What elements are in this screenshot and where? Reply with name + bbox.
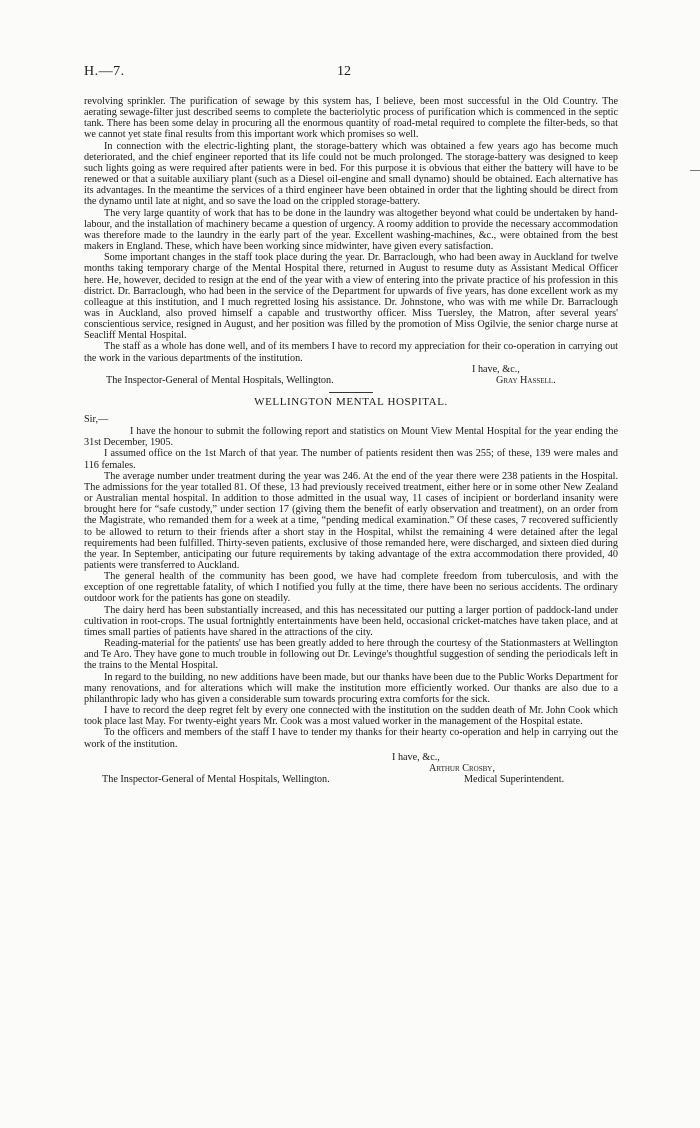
paragraph: I have the honour to submit the following report and statistics on Mount View Mental Hospital for the year ending the 31st December, 1905. [84, 426, 618, 449]
paragraph: Reading-material for the patients' use has been greatly added to here through the courtesy of the Stationmasters at Wellington and Te Aro. They have gone to much trouble in following out Dr. Levinge's thoughtful suggestion of sending the periodicals left in the trains to the Mental Hospital. [84, 638, 618, 672]
margin-mark [690, 170, 700, 177]
signature: Gray Hassell. [496, 374, 556, 386]
closing: I have, &c., [392, 751, 440, 763]
page-number: 12 [337, 64, 351, 79]
paragraph: Some important changes in the staff took place during the year. Dr. Barraclough, who had been away in Auckland for twelve months taking temporary charge of the Mental Hospital there, returned in August to resume duty as Assistant Medical Officer here. He, however, decided to resign at the end of the year with a view of entering into the private practice of his profession in this district. Dr. Barraclough, who had been in the service of the Department for upwards of five years, has done excellent work as my colleague at this institution, and I much regretted losing his assistance. Dr. Johnstone, who was with me while Dr. Barraclough was in Auckland, also proved himself a capable and trustworthy officer. Miss Tuersley, the Matron, after several years' conscientious service, resigned in August, and her position was filled by the promotion of Miss Ogilvie, the senior charge nurse at Seacliff Mental Hospital. [84, 252, 618, 342]
paragraph: In connection with the electric-lighting plant, the storage-battery which was obtained a few years ago has become much deteriorated, and the chief engineer reported that its life could not be much prolonged. The storage-battery was designed to keep such lights going as were required after patients were in bed. For this purpose it is obvious that either the battery will have to be renewed or that a suitable auxiliary plant (such as a Diesel oil-engine and small dynamo) should be obtained. Each alternative has its advantages. In the meantime the services of a third engineer have been obtained in order that the lighting should be direct from the dynamo until late at night, and so save the load on the crippled storage-battery. [84, 140, 618, 208]
signature-title-line [84, 774, 618, 785]
paragraph: I assumed office on the 1st March of that year. The number of patients resident then was 255; of these, 139 were males and 116 females. [84, 448, 618, 471]
addressee: The Inspector-General of Mental Hospitals, Wellington. [102, 774, 330, 786]
signature: Arthur Crosby, [429, 762, 495, 774]
section-wellington-report [84, 426, 618, 750]
section-seacliff-report [84, 96, 618, 364]
paragraph: The average number under treatment during the year was 246. At the end of the year there were 238 patients in the Hospital. The admissions for the year totalled 81. Of these, 13 had previously received treatment, either here or in some other New Zealand or Australian mental hospital. In addition to those admitted in the usual way, 11 cases of incipient or borderland insanity were brought here for “safe custody,” under section 17 (giving them the benefit of early observation and treatment), on an order from the Magistrate, who remanded them for a week at a time, “pending medical examination.” Of these cases, 7 recovered sufficiently to be allowed to return to their friends after a short stay in the Hospital, whilst the remaining 4 were detained after the legal requirements had been fulfilled. Thirty-seven patients, exclusive of those remanded here, were discharged, and sixteen died during the year. In September, anticipating our future requirements by taking advantage of the extra accommodation there provided, 40 patients were transferred to Auckland. [84, 470, 618, 571]
closing-line [84, 364, 618, 375]
section-title: WELLINGTON MENTAL HOSPITAL. [254, 396, 448, 409]
paragraph: The general health of the community has been good, we have had complete freedom from tuberculosis, and with the exception of one regrettable fatality, of which I notified you fully at the time, there have been no serious accidents. The ordinary outdoor work for the patients has gone on steadily. [84, 571, 618, 605]
paragraph: The very large quantity of work that has to be done in the laundry was altogether beyond what could be undertaken by hand-labour, and the installation of machinery became a question of urgency. A roomy addition to provide the necessary accommodation was therefore made to the laundry in the early part of the year. Excellent washing-machines, &c., were obtained from the best makers in England. These, which have been working since midwinter, have given every satisfaction. [84, 207, 618, 253]
report-reference: H.—7. [84, 64, 125, 79]
paragraph: In regard to the building, no new additions have been made, but our thanks have been due to the Public Works Department for many renovations, and for alterations which will make the institution more efficiently worked. Our thanks are also due to a philanthropic lady who has given a considerable sum towards procuring extra comforts for the sick. [84, 671, 618, 705]
salutation: Sir,— [84, 414, 109, 426]
paragraph: To the officers and members of the staff I have to tender my thanks for their hearty co-operation and help in carrying out the work of the institution. [84, 727, 618, 750]
closing-line [84, 752, 618, 763]
closing: I have, &c., [472, 363, 520, 375]
signature-line [84, 763, 618, 774]
paragraph: revolving sprinkler. The purification of sewage by this system has, I believe, been most successful in the Old Country. The aerating sewage-filter just described seems to complete the bacteriolytic process of purification which is commenced in the septic tank. There has been some delay in procuring all the enormous quantity of road-metal required to complete the filter-beds, so that we cannot yet state final results from this important work which promises so well. [84, 96, 618, 141]
signature-line [84, 375, 618, 386]
paragraph: I have to record the deep regret felt by every one connected with the institution on the sudden death of Mr. John Cook which took place last May. For twenty-eight years Mr. Cook was a most valued worker in the management of the Hospital estate. [84, 705, 618, 728]
signature-title: Medical Superintendent. [464, 774, 565, 786]
paragraph: The dairy herd has been substantially increased, and this has necessitated our putting a larger portion of paddock-land under cultivation in root-crops. The usual fortnightly entertainments have been held, occasional cricket-matches have taken place, and at times small parties of patients have shared in the attractions of the city. [84, 604, 618, 638]
addressee: The Inspector-General of Mental Hospitals, Wellington. [106, 374, 334, 386]
paragraph: The staff as a whole has done well, and of its members I have to record my appreciation for their co-operation in carrying out the work in the various departments of the institution. [84, 341, 618, 364]
page-header [84, 64, 618, 96]
section-divider [329, 392, 373, 393]
document-page [84, 64, 618, 785]
